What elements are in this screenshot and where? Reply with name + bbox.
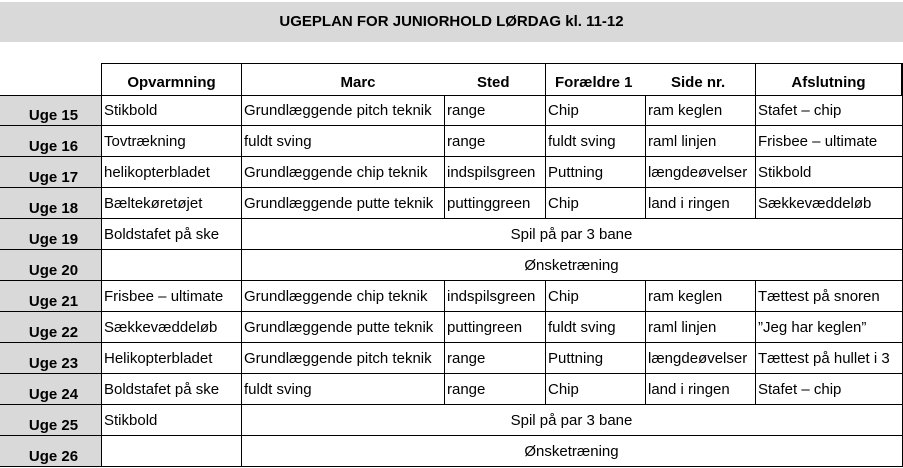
grid-line bbox=[645, 343, 646, 374]
warmup-cell: Boldstafet på ske bbox=[104, 381, 220, 398]
merged-activity-cell: Ønsketræning bbox=[524, 443, 619, 460]
header-side: Side nr. bbox=[645, 63, 755, 95]
sted-cell: indspilsgreen bbox=[447, 288, 536, 305]
grid-line bbox=[101, 63, 102, 95]
grid-line bbox=[241, 188, 242, 219]
grid-line bbox=[444, 281, 445, 312]
side-cell: ram keglen bbox=[648, 288, 723, 305]
side-cell: land i ringen bbox=[648, 381, 730, 398]
week-label: Uge 20 bbox=[0, 250, 101, 281]
finish-cell: Frisbee – ultimate bbox=[758, 133, 878, 150]
grid-line bbox=[444, 343, 445, 374]
week-label: Uge 24 bbox=[0, 374, 101, 405]
grid-line bbox=[545, 281, 546, 312]
warmup-cell: Stikbold bbox=[104, 412, 158, 429]
grid-line bbox=[101, 436, 102, 467]
grid-line bbox=[101, 126, 102, 157]
week-label: Uge 25 bbox=[0, 405, 101, 436]
finish-cell: Stafet – chip bbox=[758, 102, 842, 119]
marc-cell: fuldt sving bbox=[244, 381, 312, 398]
parent-cell: Chip bbox=[548, 381, 579, 398]
grid-line bbox=[101, 219, 102, 250]
finish-cell: Tættest på hullet i 3 bbox=[758, 350, 890, 367]
grid-line bbox=[0, 280, 903, 281]
sted-cell: range bbox=[447, 350, 486, 367]
grid-line bbox=[545, 63, 546, 95]
grid-line bbox=[755, 374, 756, 405]
merged-activity-cell: Spil på par 3 bane bbox=[510, 412, 633, 429]
grid-line bbox=[0, 218, 903, 219]
warmup-cell bbox=[101, 250, 241, 281]
grid-line bbox=[241, 281, 242, 312]
side-cell: ram keglen bbox=[648, 102, 723, 119]
week-label: Uge 17 bbox=[0, 157, 101, 188]
grid-line bbox=[755, 312, 756, 343]
grid-line bbox=[241, 250, 242, 281]
finish-cell: Sækkevæddeløb bbox=[758, 195, 872, 212]
grid-line bbox=[444, 374, 445, 405]
grid-line bbox=[101, 374, 102, 405]
week-label: Uge 23 bbox=[0, 343, 101, 374]
parent-cell: Puttning bbox=[548, 350, 604, 367]
warmup-cell: Tovtrækning bbox=[104, 133, 186, 150]
grid-line bbox=[0, 404, 903, 405]
header-marc: Marc bbox=[241, 63, 444, 95]
header-afslutning: Afslutning bbox=[755, 63, 902, 95]
grid-line bbox=[101, 343, 102, 374]
finish-cell: Stikbold bbox=[758, 164, 812, 181]
grid-line bbox=[545, 343, 546, 374]
header-foraeldre: Forældre 1 bbox=[545, 63, 645, 95]
marc-cell: Grundlæggende pitch teknik bbox=[244, 350, 432, 367]
parent-cell: Chip bbox=[548, 102, 579, 119]
warmup-cell: Boldstafet på ske bbox=[104, 226, 220, 243]
grid-line bbox=[755, 343, 756, 374]
grid-line bbox=[241, 95, 242, 126]
week-label: Uge 26 bbox=[0, 436, 101, 467]
grid-line bbox=[755, 63, 756, 95]
warmup-cell: helikopterbladet bbox=[104, 164, 210, 181]
grid-line bbox=[645, 281, 646, 312]
grid-line bbox=[0, 435, 903, 436]
week-label: Uge 19 bbox=[0, 219, 101, 250]
grid-line bbox=[645, 157, 646, 188]
side-cell: land i ringen bbox=[648, 195, 730, 212]
warmup-cell: Bæltekøretøjet bbox=[104, 195, 203, 212]
parent-cell: fuldt sving bbox=[548, 133, 616, 150]
grid-line bbox=[0, 466, 903, 467]
grid-line bbox=[755, 95, 756, 126]
grid-line bbox=[0, 125, 903, 126]
finish-cell: ”Jeg har keglen” bbox=[758, 319, 867, 336]
header-sted: Sted bbox=[444, 63, 545, 95]
parent-cell: Chip bbox=[548, 195, 579, 212]
grid-line bbox=[545, 157, 546, 188]
grid-line bbox=[101, 157, 102, 188]
grid-line bbox=[241, 343, 242, 374]
grid-line bbox=[241, 436, 242, 467]
grid-line bbox=[241, 157, 242, 188]
marc-cell: Grundlæggende chip teknik bbox=[244, 164, 428, 181]
week-label: Uge 21 bbox=[0, 281, 101, 312]
grid-line bbox=[101, 188, 102, 219]
marc-cell: fuldt sving bbox=[244, 133, 312, 150]
finish-cell: Tættest på snoren bbox=[758, 288, 880, 305]
grid-line bbox=[241, 374, 242, 405]
grid-line bbox=[545, 188, 546, 219]
sted-cell: range bbox=[447, 381, 486, 398]
week-label: Uge 15 bbox=[0, 95, 101, 126]
grid-line bbox=[0, 373, 903, 374]
grid-line bbox=[101, 63, 903, 64]
grid-line bbox=[755, 126, 756, 157]
warmup-cell bbox=[101, 436, 241, 467]
grid-line bbox=[645, 374, 646, 405]
merged-activity-cell: Ønsketræning bbox=[524, 257, 619, 274]
sted-cell: range bbox=[447, 133, 486, 150]
marc-cell: Grundlæggende putte teknik bbox=[244, 319, 434, 336]
grid-line bbox=[0, 342, 903, 343]
grid-line bbox=[101, 250, 102, 281]
grid-line bbox=[545, 126, 546, 157]
grid-line bbox=[755, 157, 756, 188]
side-cell: raml linjen bbox=[648, 133, 717, 150]
sted-cell: puttinggreen bbox=[447, 195, 531, 212]
finish-cell: Stafet – chip bbox=[758, 381, 842, 398]
grid-line bbox=[645, 126, 646, 157]
week-label: Uge 22 bbox=[0, 312, 101, 343]
parent-cell: Puttning bbox=[548, 164, 604, 181]
week-label: Uge 18 bbox=[0, 188, 101, 219]
side-cell: længdeøvelser bbox=[648, 350, 748, 367]
grid-line bbox=[444, 126, 445, 157]
grid-line bbox=[545, 374, 546, 405]
sted-cell: indspilsgreen bbox=[447, 164, 536, 181]
grid-line bbox=[241, 312, 242, 343]
grid-line bbox=[241, 405, 242, 436]
grid-line bbox=[545, 95, 546, 126]
grid-line bbox=[101, 405, 102, 436]
grid-line bbox=[444, 188, 445, 219]
grid-line bbox=[645, 95, 646, 126]
sted-cell: range bbox=[447, 102, 486, 119]
warmup-cell: Helikopterbladet bbox=[104, 350, 213, 367]
parent-cell: Chip bbox=[548, 288, 579, 305]
grid-line bbox=[444, 312, 445, 343]
grid-line bbox=[645, 312, 646, 343]
grid-line bbox=[0, 311, 903, 312]
grid-line bbox=[0, 95, 903, 96]
grid-line bbox=[241, 219, 242, 250]
grid-line bbox=[101, 312, 102, 343]
warmup-cell: Sækkevæddeløb bbox=[104, 319, 218, 336]
grid-line bbox=[0, 156, 903, 157]
grid-line bbox=[755, 188, 756, 219]
side-cell: længdeøvelser bbox=[648, 164, 748, 181]
grid-line bbox=[241, 63, 242, 95]
parent-cell: fuldt sving bbox=[548, 319, 616, 336]
marc-cell: Grundlæggende putte teknik bbox=[244, 195, 434, 212]
marc-cell: Grundlæggende pitch teknik bbox=[244, 102, 432, 119]
grid-line bbox=[101, 95, 102, 126]
grid-line bbox=[545, 312, 546, 343]
grid-line bbox=[444, 95, 445, 126]
grid-line bbox=[645, 188, 646, 219]
side-cell: raml linjen bbox=[648, 319, 717, 336]
grid-line bbox=[241, 126, 242, 157]
grid-line bbox=[101, 281, 102, 312]
marc-cell: Grundlæggende chip teknik bbox=[244, 288, 428, 305]
merged-activity-cell: Spil på par 3 bane bbox=[510, 226, 633, 243]
grid-line bbox=[0, 249, 903, 250]
page-title: UGEPLAN FOR JUNIORHOLD LØRDAG kl. 11-12 bbox=[0, 2, 903, 42]
warmup-cell: Frisbee – ultimate bbox=[104, 288, 224, 305]
sted-cell: puttingreen bbox=[447, 319, 523, 336]
grid-line bbox=[444, 157, 445, 188]
header-opvarmning: Opvarmning bbox=[101, 63, 241, 95]
grid-line bbox=[0, 187, 903, 188]
warmup-cell: Stikbold bbox=[104, 102, 158, 119]
week-label: Uge 16 bbox=[0, 126, 101, 157]
grid-line bbox=[755, 281, 756, 312]
